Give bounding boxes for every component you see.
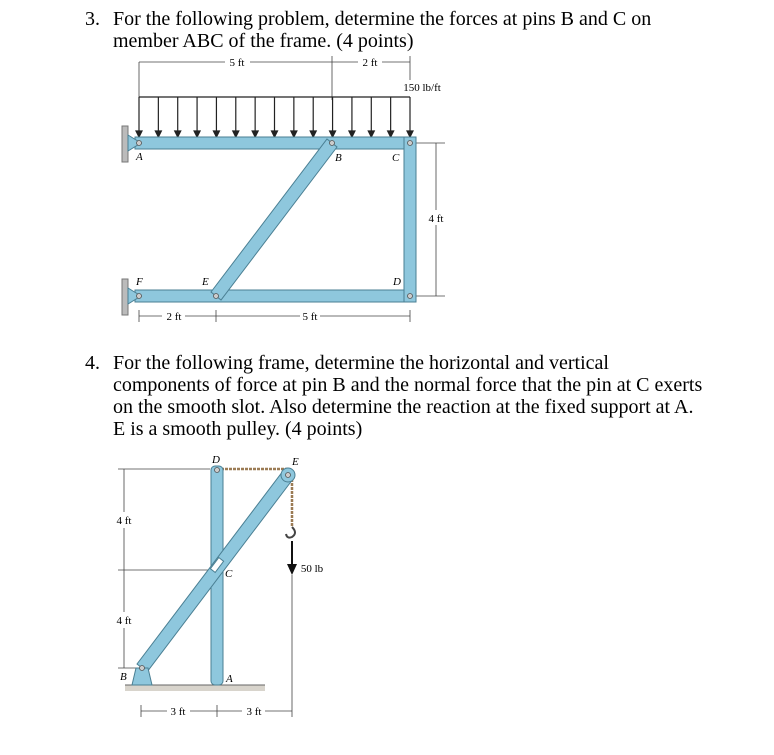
member-abc <box>135 137 416 149</box>
load-arrowhead <box>252 131 258 137</box>
load-arrowhead <box>291 131 297 137</box>
load-arrowhead <box>175 131 181 137</box>
load-label: 50 lb <box>300 563 324 575</box>
problem-number: 4. <box>85 352 100 374</box>
problem-number: 3. <box>85 8 100 30</box>
load-arrowhead <box>310 131 316 137</box>
load-arrowhead <box>407 131 413 137</box>
dim-label: 4 ft <box>116 615 132 627</box>
dim-label: 2 ft <box>166 311 182 323</box>
load-arrowhead <box>136 131 142 137</box>
load-arrowhead <box>272 131 278 137</box>
member-cd <box>404 137 416 302</box>
point-label: A <box>226 673 233 685</box>
problem-text-line: components of force at pin B and the normal force that the pin at C exerts <box>113 374 703 396</box>
problem-text-line: on the smooth slot. Also determine the reaction at the fixed support at A. <box>113 396 694 418</box>
dim-label: 5 ft <box>302 311 318 323</box>
hook-icon <box>286 527 295 538</box>
load-arrowhead <box>349 131 355 137</box>
point-label: B <box>120 671 127 683</box>
dim-label: 5 ft <box>229 57 245 69</box>
load-arrowhead <box>388 131 394 137</box>
point-label: A <box>136 151 143 163</box>
member-be <box>211 139 337 300</box>
load-arrowhead <box>155 131 161 137</box>
dim-label: 4 ft <box>428 213 444 225</box>
load-arrowhead <box>368 131 374 137</box>
load-arrowhead <box>330 131 336 137</box>
load-arrowhead <box>213 131 219 137</box>
point-label: D <box>393 276 401 288</box>
point-label: F <box>136 276 143 288</box>
point-label: B <box>335 152 342 164</box>
dim-label: 2 ft <box>362 57 378 69</box>
point-label: E <box>202 276 209 288</box>
load-label: 150 lb/ft <box>403 82 441 94</box>
dim-label: 3 ft <box>246 706 262 718</box>
point-label: C <box>225 568 233 580</box>
dim-label: 4 ft <box>116 515 132 527</box>
problem-text-line: For the following frame, determine the horizontal and vertical <box>113 352 609 374</box>
problem-text-line: E is a smooth pulley. (4 points) <box>113 418 363 440</box>
point-label: D <box>212 454 220 466</box>
load-arrowhead <box>194 131 200 137</box>
point-label: E <box>292 456 299 468</box>
load-arrowhead <box>233 131 239 137</box>
point-label: C <box>392 152 400 164</box>
problem-text-line: For the following problem, determine the forces at pins B and C on <box>113 8 652 30</box>
member-fed <box>135 290 416 302</box>
problem-text-line: member ABC of the frame. (4 points) <box>113 30 414 52</box>
dim-label: 3 ft <box>170 706 186 718</box>
